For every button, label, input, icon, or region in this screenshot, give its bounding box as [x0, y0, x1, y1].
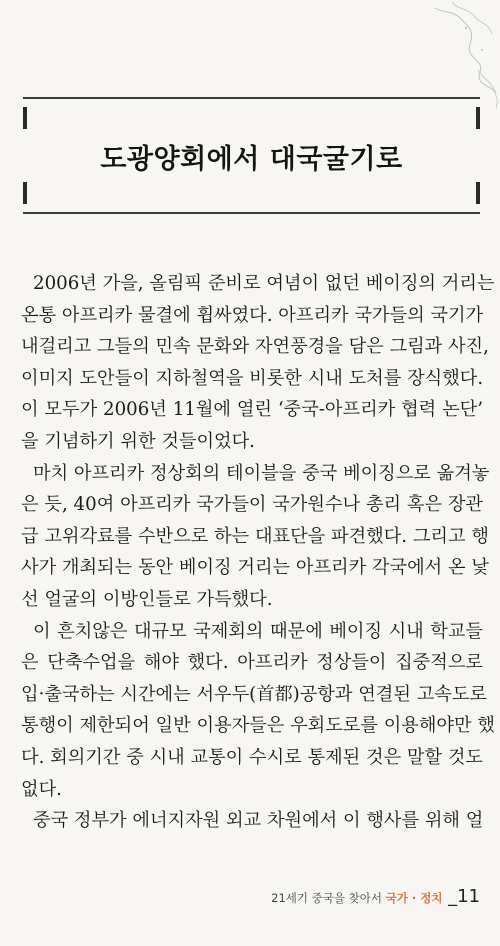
- text-line: 이 모두가 2006년 11월에 열린 ‘중국-아프리카 협력 논단’: [21, 399, 483, 421]
- page-footer: [0, 886, 480, 907]
- paragraph-2: [21, 458, 490, 616]
- paragraph-1: [21, 268, 495, 458]
- text-line: 이미지 도안들이 지하철역을 비롯한 시내 도처를 장식했다.: [21, 367, 484, 389]
- map-illustration: [430, 0, 500, 110]
- chapter-title: 도광양회에서 대국굴기로: [100, 144, 403, 175]
- text-line: 통행이 제한되어 일반 이용자들은 우회도로를 이용해야만 했: [21, 715, 495, 737]
- text-line: 을 기념하기 위한 것들이었다.: [21, 430, 255, 452]
- text-line: 선 얼굴의 이방인들로 가득했다.: [21, 588, 273, 610]
- text-line: 마치 아프리카 정상회의 테이블을 중국 베이징으로 옮겨놓: [33, 462, 490, 484]
- text-line: 은 단축수업을 해야 했다. 아프리카 정상들이 집중적으로: [21, 652, 483, 674]
- paragraph-4: [21, 805, 483, 837]
- text-line: 다. 회의기간 중 시내 교통이 수시로 통제된 것은 말할 것도: [21, 746, 483, 768]
- paragraph-3: [21, 616, 495, 806]
- text-line: 내걸리고 그들의 민속 문화와 자연풍경을 담은 그림과 사진,: [21, 336, 489, 358]
- text-line: 중국 정부가 에너지자원 외교 차원에서 이 행사를 위해 얼: [33, 810, 484, 832]
- page-number: _11: [448, 886, 480, 907]
- book-title: 21세기 중국을 찾아서: [271, 891, 382, 905]
- text-line: 급 고위각료를 수반으로 하는 대표단을 파견했다. 그리고 행: [21, 525, 489, 547]
- section-name: 국가 · 정치: [385, 891, 443, 905]
- title-box-corner-right: [476, 182, 480, 204]
- text-line: 사가 개최되는 동안 베이징 거리는 아프리카 각국에서 온 낯: [21, 557, 489, 579]
- text-line: 온통 아프리카 물결에 휩싸였다. 아프리카 국가들의 국기가: [21, 304, 484, 326]
- text-line: 이 흔치않은 대규모 국제회의 때문에 베이징 시내 학교들: [33, 620, 483, 642]
- chapter-title-box: [23, 97, 480, 214]
- title-box-corner-left: [23, 182, 27, 204]
- body-text: [21, 268, 495, 837]
- text-line: 2006년 가을, 올림픽 준비로 여념이 없던 베이징의 거리는: [33, 273, 495, 294]
- text-line: 은 듯, 40여 아프리카 국가들이 국가원수나 총리 혹은 장관: [21, 494, 483, 516]
- text-line: 입·출국하는 시간에는 서우두(首都)공항과 연결된 고속도로: [21, 683, 487, 705]
- text-line: 없다.: [21, 778, 62, 800]
